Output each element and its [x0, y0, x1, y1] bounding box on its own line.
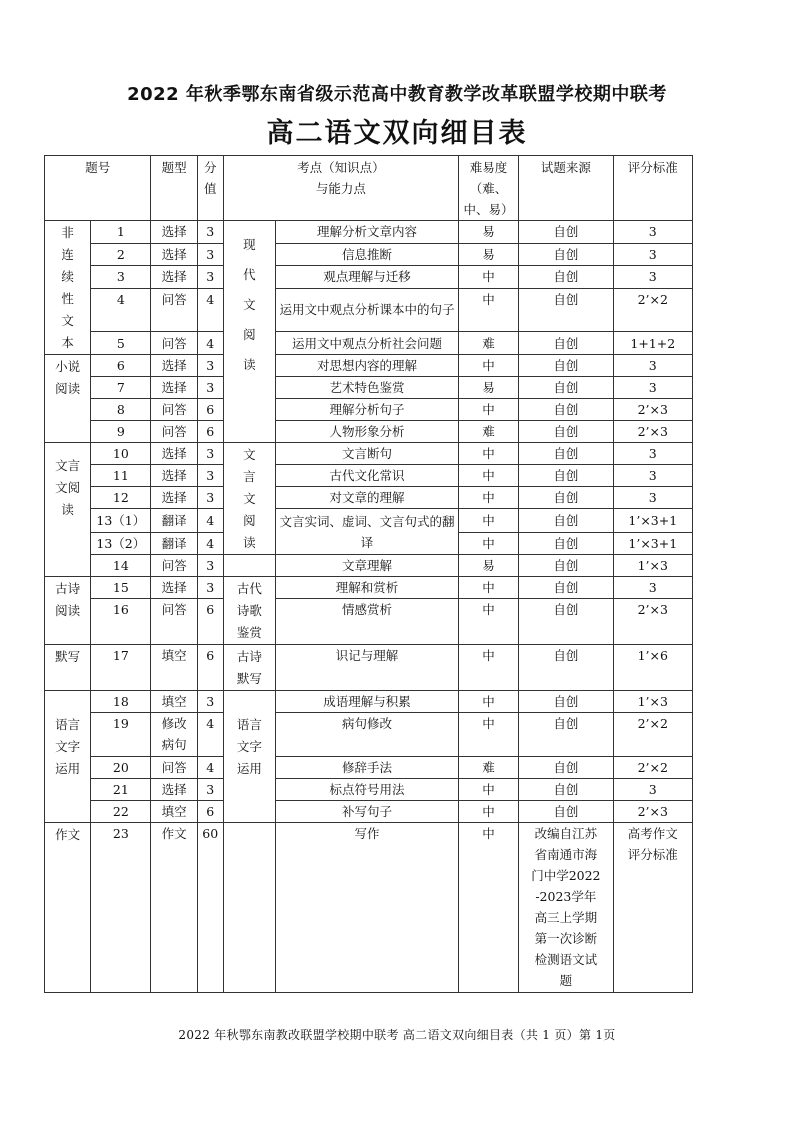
knowledge-point: 理解分析文章内容: [276, 221, 459, 244]
table-row: [45, 332, 693, 355]
question-number: 17: [91, 645, 151, 691]
grading-standard: 2’×3: [613, 801, 692, 823]
category-blank: [223, 823, 275, 993]
question-type: 填空: [151, 645, 197, 691]
table-row: [45, 509, 693, 533]
question-number: 5: [91, 332, 151, 355]
question-type: 修改病句: [151, 713, 197, 757]
difficulty: 难: [458, 757, 518, 779]
difficulty: 中: [458, 713, 518, 757]
knowledge-point: 对思想内容的理解: [276, 355, 459, 377]
knowledge-point: 情感赏析: [276, 599, 459, 645]
question-type: 翻译: [151, 533, 197, 555]
question-score: 3: [197, 355, 223, 377]
question-score: 3: [197, 465, 223, 487]
question-score: 6: [197, 421, 223, 443]
question-number: 23: [91, 823, 151, 993]
question-type: 选择: [151, 266, 197, 289]
grading-standard: 2’×3: [613, 599, 692, 645]
question-type: 选择: [151, 779, 197, 801]
difficulty: 中: [458, 691, 518, 713]
knowledge-point: 文言断句: [276, 443, 459, 465]
question-number: 19: [91, 713, 151, 757]
grading-standard: 3: [613, 779, 692, 801]
difficulty: 中: [458, 779, 518, 801]
category-label: 古代诗歌鉴赏: [223, 577, 275, 645]
detail-table: [44, 155, 693, 993]
difficulty: 中: [458, 355, 518, 377]
question-source: 自创: [519, 713, 613, 757]
grading-standard: 1’×6: [613, 645, 692, 691]
question-score: 3: [197, 377, 223, 399]
question-score: 6: [197, 599, 223, 645]
grading-standard: 3: [613, 377, 692, 399]
knowledge-point: 对文章的理解: [276, 487, 459, 509]
question-score: 3: [197, 691, 223, 713]
table-row: [45, 288, 693, 332]
question-number: 21: [91, 779, 151, 801]
question-number: 16: [91, 599, 151, 645]
category-label: 古诗默写: [223, 645, 275, 691]
grading-standard: 高考作文评分标准: [613, 823, 692, 993]
table-row: [45, 465, 693, 487]
category-label: 语言文字运用: [223, 691, 275, 823]
knowledge-point: 运用文中观点分析社会问题: [276, 332, 459, 355]
table-row: [45, 421, 693, 443]
table-row: [45, 443, 693, 465]
question-source: 自创: [519, 243, 613, 266]
question-type: 选择: [151, 487, 197, 509]
column-header-source: 试题来源: [519, 156, 613, 221]
question-score: 3: [197, 577, 223, 599]
difficulty: 中: [458, 465, 518, 487]
question-number: 6: [91, 355, 151, 377]
question-type: 作文: [151, 823, 197, 993]
grading-standard: 2’×2: [613, 713, 692, 757]
category-label: 文言文阅读: [223, 443, 275, 555]
table-row: [45, 757, 693, 779]
column-header-grading: 评分标准: [613, 156, 692, 221]
question-number: 20: [91, 757, 151, 779]
section-label: 非连续性文本: [45, 221, 91, 355]
table-row: [45, 599, 693, 645]
question-number: 18: [91, 691, 151, 713]
difficulty: 难: [458, 332, 518, 355]
knowledge-point: 写作: [276, 823, 459, 993]
category-label: 现代文阅读: [223, 221, 275, 443]
knowledge-point: 信息推断: [276, 243, 459, 266]
difficulty: 中: [458, 645, 518, 691]
question-source: 自创: [519, 377, 613, 399]
knowledge-point: 识记与理解: [276, 645, 459, 691]
column-header-difficulty: 难易度（难、中、易）: [458, 156, 518, 221]
question-type: 问答: [151, 599, 197, 645]
grading-standard: 3: [613, 243, 692, 266]
question-source: 自创: [519, 487, 613, 509]
grading-standard: 2’×2: [613, 288, 692, 332]
grading-standard: 2’×2: [613, 757, 692, 779]
table-row: [45, 779, 693, 801]
knowledge-point: 运用文中观点分析课本中的句子: [276, 288, 459, 332]
category-blank: [223, 555, 275, 577]
knowledge-point: 艺术特色鉴赏: [276, 377, 459, 399]
question-source: 自创: [519, 645, 613, 691]
question-score: 60: [197, 823, 223, 993]
column-header-type: 题型: [151, 156, 197, 221]
section-label: 语言文字运用: [45, 691, 91, 823]
difficulty: 易: [458, 555, 518, 577]
table-row: [45, 555, 693, 577]
difficulty: 中: [458, 399, 518, 421]
difficulty: 中: [458, 443, 518, 465]
difficulty: 易: [458, 243, 518, 266]
question-number: 13（2）: [91, 533, 151, 555]
difficulty: 中: [458, 509, 518, 533]
question-score: 4: [197, 533, 223, 555]
grading-standard: 3: [613, 577, 692, 599]
question-source: 自创: [519, 465, 613, 487]
knowledge-point: 病句修改: [276, 713, 459, 757]
question-score: 3: [197, 221, 223, 244]
question-type: 问答: [151, 399, 197, 421]
question-type: 选择: [151, 443, 197, 465]
grading-standard: 1’×3: [613, 691, 692, 713]
question-score: 4: [197, 332, 223, 355]
question-source: 自创: [519, 555, 613, 577]
question-number: 1: [91, 221, 151, 244]
knowledge-point: 观点理解与迁移: [276, 266, 459, 289]
grading-standard: 3: [613, 487, 692, 509]
difficulty: 易: [458, 221, 518, 244]
difficulty: 中: [458, 577, 518, 599]
question-type: 问答: [151, 288, 197, 332]
grading-standard: 2’×3: [613, 399, 692, 421]
table-row: [45, 243, 693, 266]
question-number: 22: [91, 801, 151, 823]
grading-standard: 1’×3: [613, 555, 692, 577]
page-footer: 2022 年秋鄂东南教改联盟学校期中联考 高二语文双向细目表（共 1 页）第 1页: [178, 1028, 616, 1042]
difficulty: 中: [458, 487, 518, 509]
question-score: 6: [197, 801, 223, 823]
question-number: 3: [91, 266, 151, 289]
question-source: 自创: [519, 399, 613, 421]
grading-standard: 2’×3: [613, 421, 692, 443]
question-type: 选择: [151, 577, 197, 599]
question-source: 改编自江苏省南通市海门中学2022-2023学年高三上学期第一次诊断检测语文试题: [519, 823, 613, 993]
grading-standard: 3: [613, 355, 692, 377]
question-source: 自创: [519, 355, 613, 377]
grading-standard: 3: [613, 221, 692, 244]
question-number: 15: [91, 577, 151, 599]
knowledge-point: 理解和赏析: [276, 577, 459, 599]
question-score: 4: [197, 713, 223, 757]
question-source: 自创: [519, 577, 613, 599]
question-type: 选择: [151, 243, 197, 266]
section-label: 古诗阅读: [45, 577, 91, 645]
question-number: 4: [91, 288, 151, 332]
question-source: 自创: [519, 443, 613, 465]
difficulty: 中: [458, 533, 518, 555]
difficulty: 中: [458, 288, 518, 332]
question-type: 填空: [151, 801, 197, 823]
grading-standard: 3: [613, 266, 692, 289]
table-row: [45, 221, 693, 244]
question-source: 自创: [519, 757, 613, 779]
question-score: 6: [197, 645, 223, 691]
question-type: 问答: [151, 555, 197, 577]
table-row: [45, 399, 693, 421]
table-header-row: [45, 156, 693, 221]
question-score: 3: [197, 779, 223, 801]
knowledge-point: 古代文化常识: [276, 465, 459, 487]
grading-standard: 3: [613, 443, 692, 465]
table-row: [45, 266, 693, 289]
question-type: 选择: [151, 355, 197, 377]
knowledge-point: 文言实词、虚词、文言句式的翻译: [276, 509, 459, 555]
question-source: 自创: [519, 533, 613, 555]
knowledge-point: 修辞手法: [276, 757, 459, 779]
question-source: 自创: [519, 779, 613, 801]
question-type: 问答: [151, 332, 197, 355]
grading-standard: 1’×3+1: [613, 509, 692, 533]
difficulty: 中: [458, 266, 518, 289]
question-number: 11: [91, 465, 151, 487]
question-source: 自创: [519, 599, 613, 645]
question-type: 选择: [151, 465, 197, 487]
question-type: 问答: [151, 757, 197, 779]
question-number: 7: [91, 377, 151, 399]
question-number: 14: [91, 555, 151, 577]
table-row: [45, 801, 693, 823]
section-label: 默写: [45, 645, 91, 691]
question-source: 自创: [519, 221, 613, 244]
table-row: [45, 377, 693, 399]
document-title: 2022 年秋季鄂东南省级示范高中教育教学改革联盟学校期中联考: [127, 84, 667, 105]
question-source: 自创: [519, 421, 613, 443]
grading-standard: 1’×3+1: [613, 533, 692, 555]
difficulty: 中: [458, 823, 518, 993]
question-number: 9: [91, 421, 151, 443]
question-number: 10: [91, 443, 151, 465]
question-type: 填空: [151, 691, 197, 713]
question-score: 3: [197, 487, 223, 509]
question-source: 自创: [519, 332, 613, 355]
column-header-point-line2: 与能力点: [315, 181, 366, 196]
knowledge-point: 标点符号用法: [276, 779, 459, 801]
section-label: 小说阅读: [45, 355, 91, 443]
difficulty: 易: [458, 377, 518, 399]
knowledge-point: 理解分析句子: [276, 399, 459, 421]
question-source: 自创: [519, 266, 613, 289]
question-score: 3: [197, 555, 223, 577]
question-source: 自创: [519, 801, 613, 823]
document-subtitle: 高二语文双向细目表: [266, 118, 528, 149]
question-type: 问答: [151, 421, 197, 443]
question-score: 3: [197, 266, 223, 289]
difficulty: 中: [458, 801, 518, 823]
table-row: [45, 355, 693, 377]
table-row: [45, 823, 693, 993]
column-header-score: 分值: [197, 156, 223, 221]
table-row: [45, 645, 693, 691]
question-score: 3: [197, 243, 223, 266]
difficulty: 难: [458, 421, 518, 443]
table-row: [45, 577, 693, 599]
section-label: 作文: [45, 823, 91, 993]
question-type: 选择: [151, 221, 197, 244]
question-score: 3: [197, 443, 223, 465]
column-header-point: [223, 156, 458, 221]
knowledge-point: 成语理解与积累: [276, 691, 459, 713]
table-row: [45, 487, 693, 509]
section-label: 文言文阅读: [45, 443, 91, 577]
question-source: 自创: [519, 509, 613, 533]
table-row: [45, 691, 693, 713]
knowledge-point: 人物形象分析: [276, 421, 459, 443]
question-source: 自创: [519, 288, 613, 332]
difficulty: 中: [458, 599, 518, 645]
question-score: 4: [197, 288, 223, 332]
grading-standard: 1+1+2: [613, 332, 692, 355]
question-score: 4: [197, 509, 223, 533]
table-row: [45, 713, 693, 757]
question-source: 自创: [519, 691, 613, 713]
column-header-point-line1: 考点（知识点）: [297, 160, 385, 175]
question-number: 12: [91, 487, 151, 509]
question-number: 8: [91, 399, 151, 421]
question-score: 4: [197, 757, 223, 779]
question-score: 6: [197, 399, 223, 421]
knowledge-point: 文章理解: [276, 555, 459, 577]
question-type: 翻译: [151, 509, 197, 533]
grading-standard: 3: [613, 465, 692, 487]
column-header-num: 题号: [45, 156, 151, 221]
question-number: 13（1）: [91, 509, 151, 533]
question-type: 选择: [151, 377, 197, 399]
knowledge-point: 补写句子: [276, 801, 459, 823]
question-number: 2: [91, 243, 151, 266]
